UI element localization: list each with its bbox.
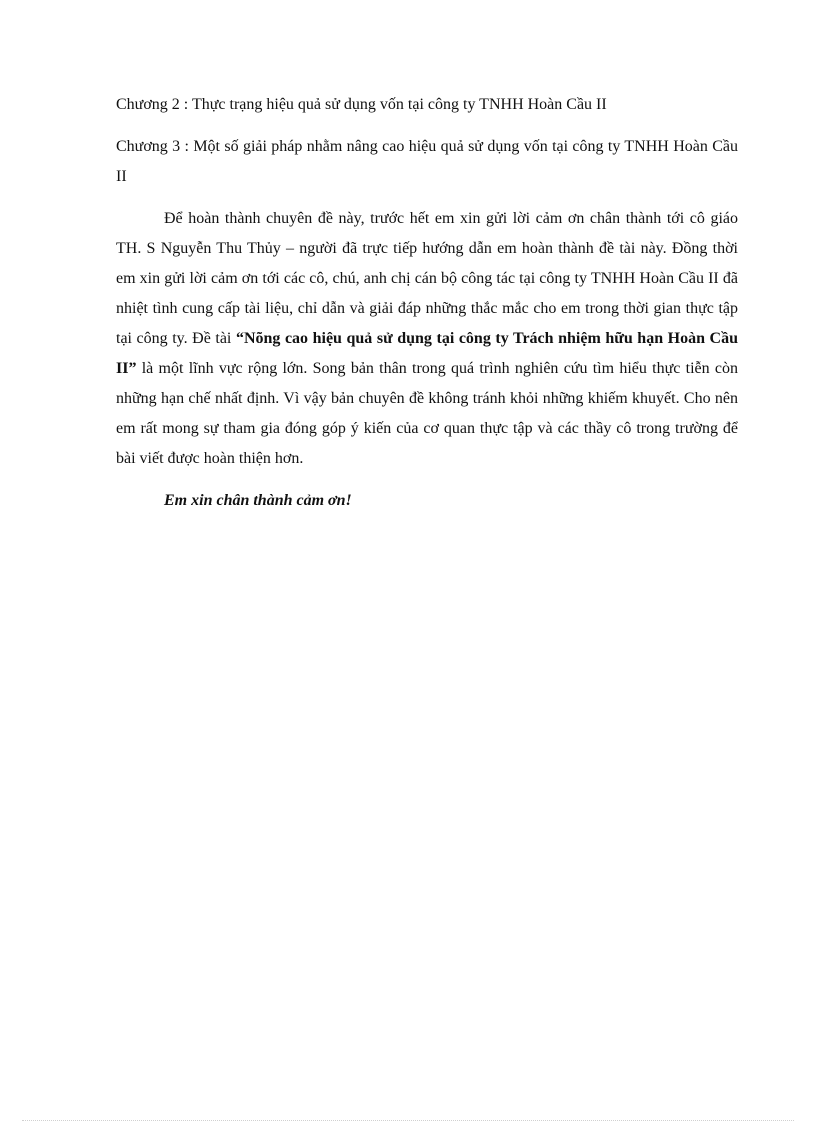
page-bottom-border	[22, 1120, 794, 1121]
acknowledgement-text-before-title: Để hoàn thành chuyên đề này, trước hết em xin gửi lời cảm ơn chân thành tới cô giáo TH. S Nguyễn Thu Thủy – người đã trực tiếp hướng dẫn em hoàn thành đề tài này. Đồng thời em xin gửi lời cảm ơn tới các cô, chú, anh chị cán bộ công tác tại công ty TNHH Hoàn Cầu II đã nhiệt tình cung cấp tài liệu, chỉ dẫn và giải đáp những thắc mắc cho em trong thời gian thực tập tại công ty. Đề tài	[116, 210, 738, 347]
thesis-title: “Nõng cao hiệu quả sử dụng tại công ty Trách nhiệm hữu hạn Hoàn Cầu II”	[116, 330, 739, 377]
acknowledgement-text-after-title: là một lĩnh vực rộng lớn. Song bản thân trong quá trình nghiên cứu tìm hiểu thực tiễn còn những hạn chế nhất định. Vì vậy bản chuyên đề không tránh khỏi những khiếm khuyết. Cho nên em rất mong sự tham gia đóng góp ý kiến của cơ quan thực tập và các thầy cô trong trường để bài viết được hoàn thiện hơn.	[116, 360, 738, 467]
closing-thanks: Em xin chân thành cảm ơn!	[164, 492, 352, 509]
acknowledgement-paragraph	[116, 204, 738, 474]
document-body	[116, 90, 738, 516]
chapter-2-line: Chương 2 : Thực trạng hiệu quả sử dụng vốn tại công ty TNHH Hoàn Cầu II	[116, 96, 607, 113]
chapter-3-line: Chương 3 : Một số giải pháp nhằm nâng cao hiệu quả sử dụng vốn tại công ty TNHH Hoàn Cầu II	[116, 138, 738, 185]
